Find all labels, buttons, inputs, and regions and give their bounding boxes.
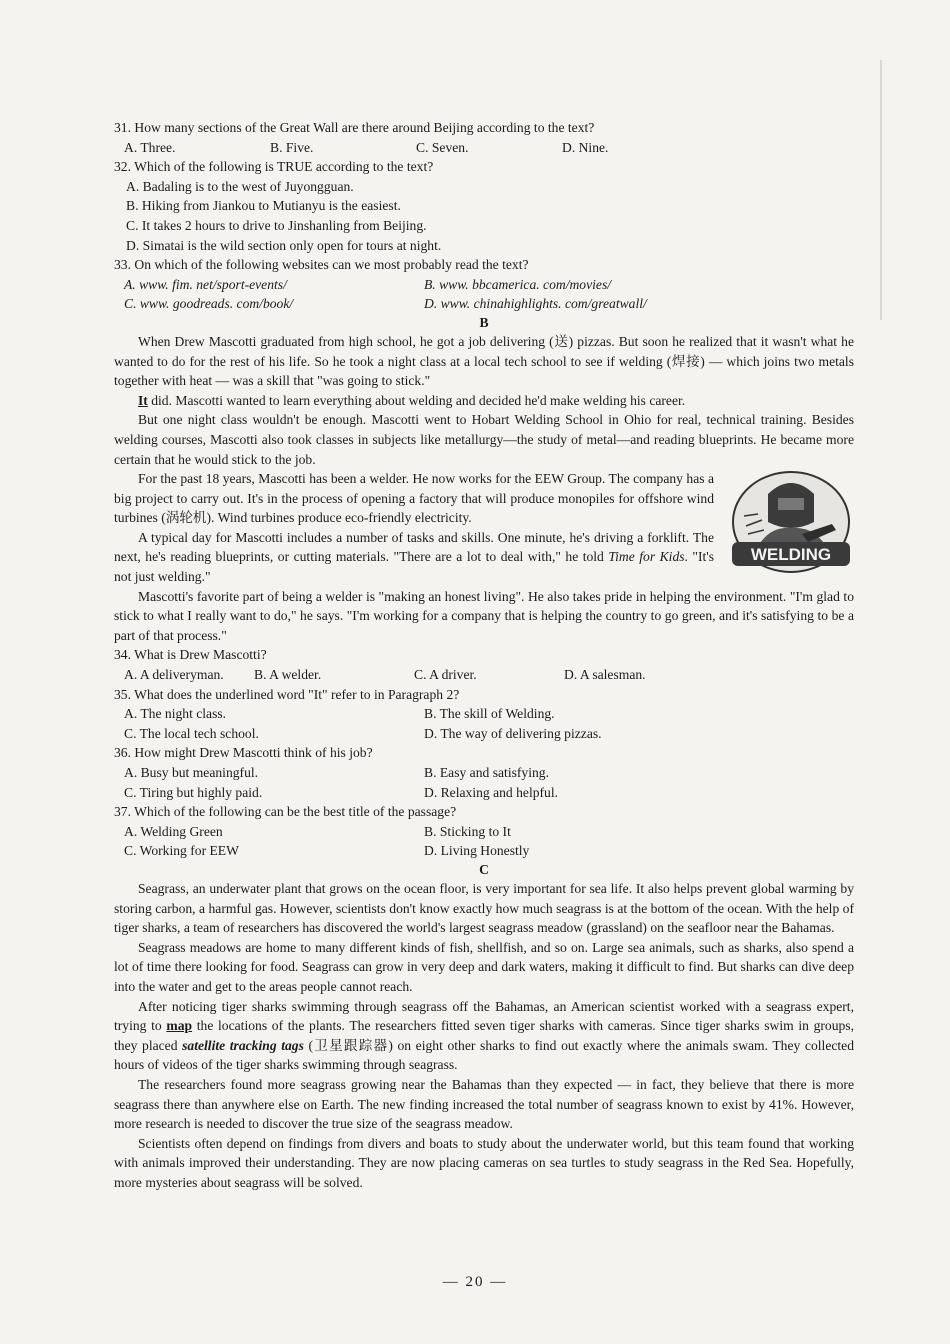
question-31-options (114, 138, 854, 158)
q31-option-b: B. Five. (270, 139, 314, 155)
question-35-options-row2 (114, 724, 854, 744)
question-33-options-row1 (114, 275, 854, 295)
question-37-options-row1 (114, 822, 854, 842)
q34-option-a: A. A deliveryman. (124, 667, 224, 683)
q35-option-a: A. The night class. (124, 706, 227, 722)
passage-c-p3-before: After noticing tiger sharks swimming through seagrass off the Bahamas, an American scientist worked with a seagrass expert, trying to (114, 998, 854, 1034)
time-for-kids: Time for Kids (608, 549, 685, 565)
question-35-options-row1 (114, 704, 854, 724)
q36-option-d: D. Relaxing and helpful. (424, 784, 559, 800)
underlined-it: It (138, 392, 148, 408)
q37-option-d: D. Living Honestly (424, 843, 530, 859)
passage-c-paragraph-2: Seagrass meadows are home to many different kinds of fish, shellfish, and so on. Large sea animals, such as sharks, also spend a lot of time there looking for food. Seagrass can grow in very deep and dark waters, making it difficult to find. But sharks can dive deep into the water and get to the areas people cannot reach. (114, 939, 854, 994)
passage-b-paragraph-3: But one night class wouldn't be enough. Mascotti went to Hobart Welding School in Ohio for real, technical training. Besides welding courses, Mascotti also took classes in subjects like metallurgy—the study of metal—and reading blueprints. He became more certain that he would stick to the job. (114, 412, 854, 467)
passage-b-paragraph-5-text: A typical day for Mascotti includes a number of tasks and skills. One minute, he's driving a forklift. The next, he's reading blueprints, or cutting materials. "There are a lot to deal with," he told (114, 529, 714, 565)
passage-b-paragraph-6: Mascotti's favorite part of being a welder is "making an honest living". He also takes pride in helping the environment. "I'm glad to stick to what I really want to do," he says. "I'm working for a company that is helping the country to go green, and it's satisfying to be a part of that process." (114, 588, 854, 643)
passage-b-paragraph-2 (114, 391, 854, 411)
welder-illustration (728, 464, 854, 582)
question-37-stem: 37. Which of the following can be the best title of the passage? (114, 804, 457, 820)
q37-option-a: A. Welding Green (124, 823, 223, 839)
passage-c-p3-middle: the locations of the plants. The researchers fitted seven tiger sharks with cameras. Since tiger sharks swim in groups, they placed (114, 1018, 854, 1053)
q34-option-b: B. A welder. (254, 667, 322, 683)
question-37-options-row2 (114, 841, 854, 861)
q34-option-c: C. A driver. (414, 667, 477, 683)
section-c-heading: C (479, 861, 489, 877)
passage-b (114, 332, 854, 646)
section-b-heading: B (479, 314, 489, 330)
question-34-stem: 34. What is Drew Mascotti? (114, 647, 267, 663)
question-33-options-row2 (114, 294, 854, 314)
passage-c-paragraph-4: The researchers found more seagrass growing near the Bahamas than they expected — in fact, they believe that there is more seagrass there than anywhere else on Earth. The new finding increased the total number of seagrass known to exist by 41%. However, more research is needed to discover the true size of the seagrass meadow. (114, 1076, 854, 1132)
page-number: — 20 — (442, 1274, 508, 1290)
q32-option-c: C. It takes 2 hours to drive to Jinshanling from Beijing. (126, 217, 427, 233)
question-36-options-row2 (114, 783, 854, 803)
satellite-tracking-tags: satellite tracking tags (182, 1037, 304, 1053)
page-edge-shadow (880, 60, 882, 320)
q31-option-a: A. Three. (124, 139, 176, 155)
q36-option-b: B. Easy and satisfying. (424, 765, 549, 780)
passage-c-paragraph-5: Scientists often depend on findings from divers and boats to study about the underwater world, but this team found that working with animals improved their understanding. They are now placing cameras on sea turtles to study seagrass in the Red Sea. Hopefully, more mysteries about seagrass will be solved. (114, 1135, 854, 1190)
passage-c-paragraph-3 (114, 997, 854, 1075)
q33-option-c: C. www. goodreads. com/book/ (124, 296, 294, 312)
passage-b-paragraph-5 (114, 528, 714, 587)
underlined-map: map (166, 1018, 193, 1034)
welding-label: WELDING (750, 544, 832, 564)
question-36-options-row1 (114, 763, 854, 783)
passage-b-paragraph-1: When Drew Mascotti graduated from high school, he got a job delivering (送) pizzas. But soon he realized that it wasn't what he wanted to do for the rest of his life. So he took a night class at a local tech school to see if welding (焊接) — which joins two metals together with heat — was a skill that "was going to stick." (114, 333, 854, 389)
q32-option-a: A. Badaling is to the west of Juyongguan. (126, 178, 354, 194)
passage-c-p3-after: (卫星跟踪器) on eight other sharks to find out exactly where the animals swam. They collected hours of videos of the tiger sharks swimming through seagrass. (114, 1037, 854, 1073)
exam-content (114, 118, 854, 1192)
question-34-options (114, 665, 854, 685)
q32-option-d: D. Simatai is the wild section only open for tours at night. (126, 237, 442, 253)
q35-option-c: C. The local tech school. (124, 725, 259, 741)
question-36-stem: 36. How might Drew Mascotti think of his job? (114, 745, 373, 761)
q32-option-b: B. Hiking from Jiankou to Mutianyu is the easiest. (126, 198, 401, 214)
q34-option-d: D. A salesman. (564, 667, 646, 683)
not-just-welding-quote: . "It's not just welding." (114, 549, 714, 585)
passage-b-paragraph-2-rest: did. Mascotti wanted to learn everything about welding and decided he'd make welding his career. (147, 392, 686, 408)
q33-option-a: A. www. fim. net/sport-events/ (124, 276, 287, 292)
question-33-stem: 33. On which of the following websites can we most probably read the text? (114, 257, 529, 273)
q36-option-c: C. Tiring but highly paid. (124, 784, 263, 800)
q36-option-a: A. Busy but meaningful. (124, 765, 259, 780)
q33-option-d: D. www. chinahighlights. com/greatwall/ (424, 296, 647, 312)
q37-option-c: C. Working for EEW (124, 843, 239, 859)
question-35-stem: 35. What does the underlined word "It" refer to in Paragraph 2? (114, 686, 460, 702)
q33-option-b: B. www. bbcamerica. com/movies/ (424, 276, 612, 292)
passage-c-paragraph-1: Seagrass, an underwater plant that grows on the ocean floor, is very important for sea life. It also helps prevent global warming by storing carbon, a harmful gas. However, scientists don't know exactly how much seagrass is at the bottom of the ocean. With the help of tiger sharks, a team of researchers has discovered the world's largest seagrass meadow (grassland) on the seafloor near the Bahamas. (114, 880, 854, 936)
q37-option-b: B. Sticking to It (424, 823, 511, 839)
q35-option-d: D. The way of delivering pizzas. (424, 725, 602, 741)
passage-b-paragraph-4: For the past 18 years, Mascotti has been a welder. He now works for the EEW Group. The company has a big project to carry out. It's in the process of opening a factory that will produce monopiles for offshore wind turbines (涡轮机). Wind turbines produce eco-friendly electricity. (114, 471, 714, 526)
question-32-stem: 32. Which of the following is TRUE according to the text? (114, 159, 434, 175)
q31-option-d: D. Nine. (562, 139, 609, 155)
q31-option-c: C. Seven. (416, 139, 469, 155)
q35-option-b: B. The skill of Welding. (424, 706, 555, 722)
question-31-stem: 31. How many sections of the Great Wall are there around Beijing according to the text? (114, 120, 595, 135)
